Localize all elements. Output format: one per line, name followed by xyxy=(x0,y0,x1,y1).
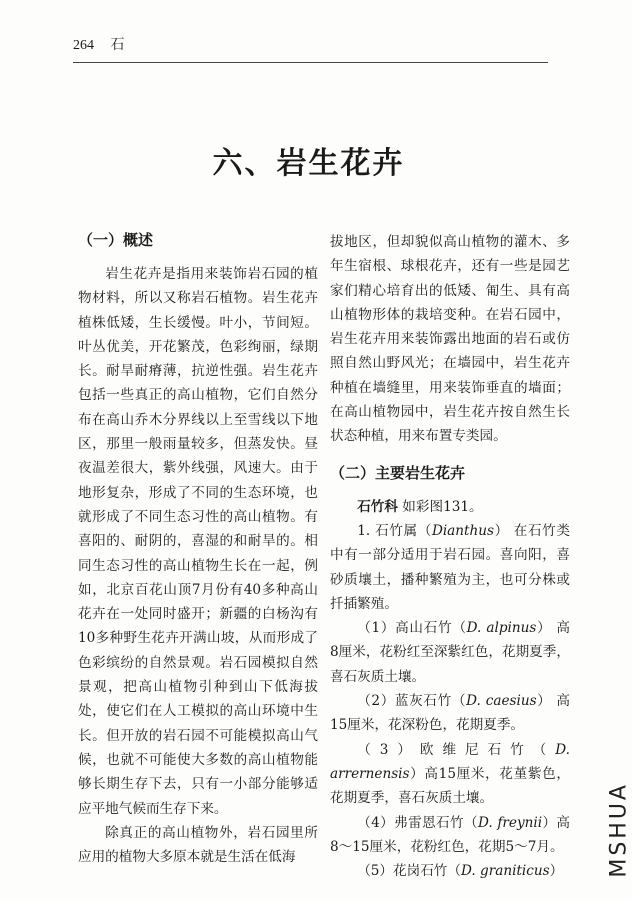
family-name: 石竹科 xyxy=(357,498,398,515)
chapter-title: 六、岩生花卉 xyxy=(212,146,405,181)
species-latin-name: D. graniticus xyxy=(461,863,550,880)
family-entry xyxy=(330,495,570,519)
species-description: ） 高15厘米，花深粉色，花期夏季。 xyxy=(330,693,571,734)
left-column xyxy=(78,230,318,869)
header-rule xyxy=(73,62,548,63)
species-latin-name: D. caesius xyxy=(466,693,537,710)
species-lead: （3）欧维尼石竹（ xyxy=(357,741,556,758)
section-heading-overview: （一）概述 xyxy=(78,231,154,249)
page-number: 264 xyxy=(73,38,94,53)
species-entry xyxy=(330,859,570,883)
species-entry xyxy=(330,811,570,860)
species-entry xyxy=(330,616,570,689)
species-latin-name: D. freynii xyxy=(477,814,543,831)
genus-entry xyxy=(330,519,570,616)
species-latin-name: D. arrernensis xyxy=(330,741,570,782)
species-entry xyxy=(330,738,570,811)
species-entry xyxy=(330,689,570,738)
running-section: 石 xyxy=(110,37,125,53)
section-heading-main-plants: （二）主要岩生花卉 xyxy=(330,463,466,482)
species-latin-name: D. alpinus xyxy=(466,620,537,637)
overview-paragraph-continued: 拔地区，但却貌似高山植物的灌木、多年生宿根、球根花卉，还有一些是园艺家们精心培育出的低矮、匍生、具有高山植物形体的栽培变种。在岩石园中，岩生花卉用来装饰露出地面的岩石或仿照自然山野风光；在墙园中，岩生花卉种植在墙缝里，用来装饰垂直的墙面；在高山植物园中，岩生花卉按自然生长状态种植，用来布置专类园。 xyxy=(330,234,570,445)
genus-lead: 1. 石竹属（ xyxy=(357,522,432,539)
genus-latin-name: Dianthus xyxy=(431,522,494,539)
family-reference: 如彩图131。 xyxy=(402,498,483,515)
overview-paragraph-1: 岩生花卉是指用来装饰岩石园的植物材料，所以又称岩石植物。岩生花卉植株低矮，生长缓慢。叶小，节间短。叶丛优美，开花繁茂，色彩绚丽，绿期长。耐旱耐瘠薄，抗逆性强。岩生花卉包括一些真正的高山植物，它们自然分布在高山乔木分界线以上至雪线以下地区，那里一般雨量较多，但蒸发快。昼夜温差很大，紫外线强，风速大。由于地形复杂，形成了不同的生态环境，也就形成了不同生态习性的高山植物。有喜阳的、耐阴的，喜湿的和耐旱的。相同生态习性的高山植物生长在一起，例如，北京百花山顶7月份有40多种高山花卉在一处同时盛开；新疆的白杨沟有10多种野生花卉开满山坡，从而形成了色彩缤纷的自然景观。岩石园模拟自然景观，把高山植物引种到山下低海拔处，使它们在人工模拟的高山环境中生长。但开放的岩石园不可能模拟高山气候，也就不可能使大多数的高山植物能够长期生存下去，只有一小部分能够适应平地气候而生存下来。 xyxy=(78,266,318,817)
species-description: ）高8～15厘米，花粉红色，花期5～7月。 xyxy=(330,814,571,855)
watermark: MSHUA xyxy=(607,782,632,878)
species-lead: （4）弗雷恩石竹（ xyxy=(357,814,478,831)
species-description: ）高15厘米，花堇紫色，花期夏季，喜石灰质土壤。 xyxy=(330,765,570,807)
species-lead: （1）高山石竹（ xyxy=(357,620,467,637)
species-lead: （5）花岗石竹（ xyxy=(357,863,461,880)
species-lead: （2）蓝灰石竹（ xyxy=(357,693,467,710)
right-column xyxy=(330,230,570,883)
running-header xyxy=(73,34,124,54)
species-description: ） 高8厘米，花粉红至深紫红色，花期夏季，喜石灰质土壤。 xyxy=(330,620,570,685)
species-description: ） xyxy=(549,863,564,880)
overview-paragraph-2: 除真正的高山植物外，岩石园里所应用的植物大多原本就是生活在低海 xyxy=(78,824,318,866)
genus-description: ） 在石竹类中有一部分适用于岩石园。喜向阳，喜砂质壤土，播种繁殖为主，也可分株或扦插繁殖。 xyxy=(330,522,570,612)
